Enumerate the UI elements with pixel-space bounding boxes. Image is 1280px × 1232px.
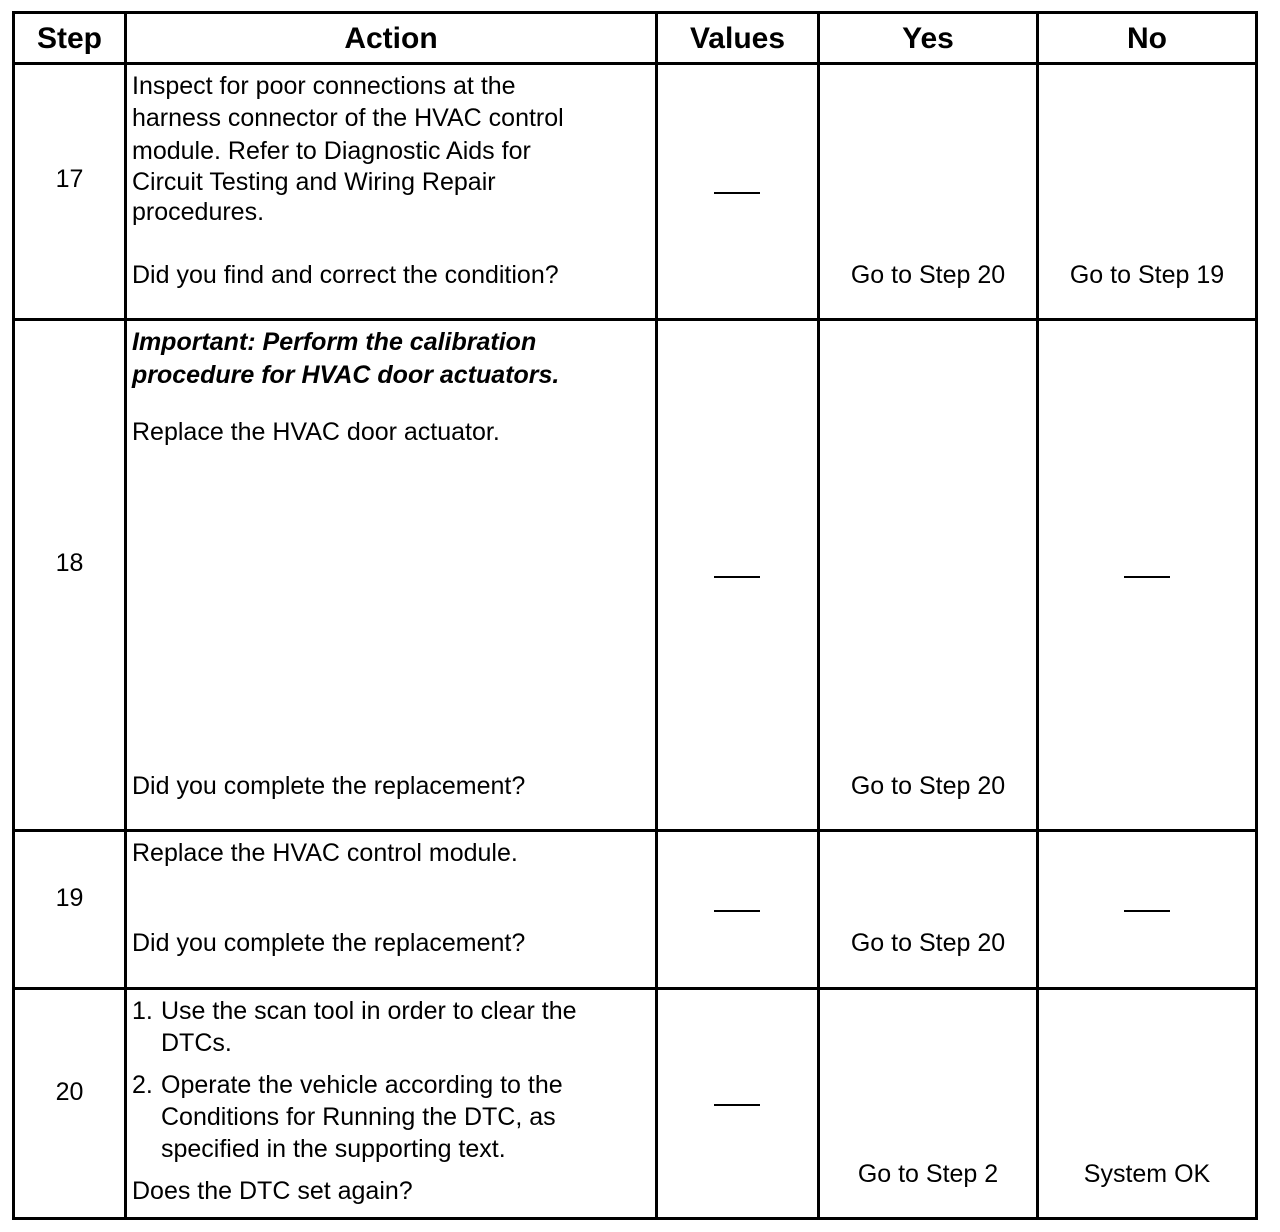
header-values: Values [689, 22, 786, 55]
diagnostic-table [12, 11, 1258, 1220]
column-divider [655, 14, 658, 1217]
step-number: 17 [55, 165, 84, 193]
question-text: Did you find and correct the condition? [132, 261, 559, 289]
step-number: 19 [55, 884, 84, 912]
list-item-text: Conditions for Running the DTC, as [161, 1103, 556, 1131]
action-text: Replace the HVAC door actuator. [132, 418, 500, 446]
row-divider [15, 829, 1255, 832]
action-text: Inspect for poor connections at the [132, 72, 516, 100]
question-text: Does the DTC set again? [132, 1177, 413, 1205]
values-dash [714, 576, 760, 578]
column-divider [1036, 14, 1039, 1217]
yes-text: Go to Step 2 [857, 1160, 999, 1188]
values-dash [714, 910, 760, 912]
values-dash [714, 1104, 760, 1106]
column-divider [817, 14, 820, 1217]
action-text: Replace the HVAC control module. [132, 839, 518, 867]
header-action: Action [344, 22, 438, 55]
action-text: procedures. [132, 198, 265, 226]
list-item-text: DTCs. [161, 1029, 232, 1057]
list-item-text: Use the scan tool in order to clear the [161, 997, 577, 1025]
step-number: 18 [55, 549, 84, 577]
row-divider [15, 318, 1255, 321]
list-item-text: Operate the vehicle according to the [161, 1071, 563, 1099]
list-item-text: specified in the supporting text. [161, 1135, 506, 1163]
yes-text: Go to Step 20 [850, 261, 1006, 289]
column-divider [124, 14, 127, 1217]
no-dash [1124, 576, 1170, 578]
row-divider [15, 987, 1255, 990]
list-number: 2. [132, 1071, 153, 1099]
yes-text: Go to Step 20 [850, 772, 1006, 800]
no-dash [1124, 910, 1170, 912]
action-text: Circuit Testing and Wiring Repair [132, 168, 496, 196]
list-number: 1. [132, 997, 153, 1025]
question-text: Did you complete the replacement? [132, 772, 526, 800]
important-note: Important: Perform the calibration [132, 328, 537, 356]
header-no: No [1127, 22, 1167, 55]
action-text: module. Refer to Diagnostic Aids for [132, 137, 531, 165]
header-step: Step [36, 22, 102, 55]
header-yes: Yes [902, 22, 954, 55]
no-text: Go to Step 19 [1069, 261, 1225, 289]
question-text: Did you complete the replacement? [132, 929, 526, 957]
important-note: procedure for HVAC door actuators. [132, 361, 560, 389]
yes-text: Go to Step 20 [850, 929, 1006, 957]
step-number: 20 [55, 1078, 84, 1106]
values-dash [714, 192, 760, 194]
no-text: System OK [1083, 1160, 1211, 1188]
action-text: harness connector of the HVAC control [132, 104, 564, 132]
